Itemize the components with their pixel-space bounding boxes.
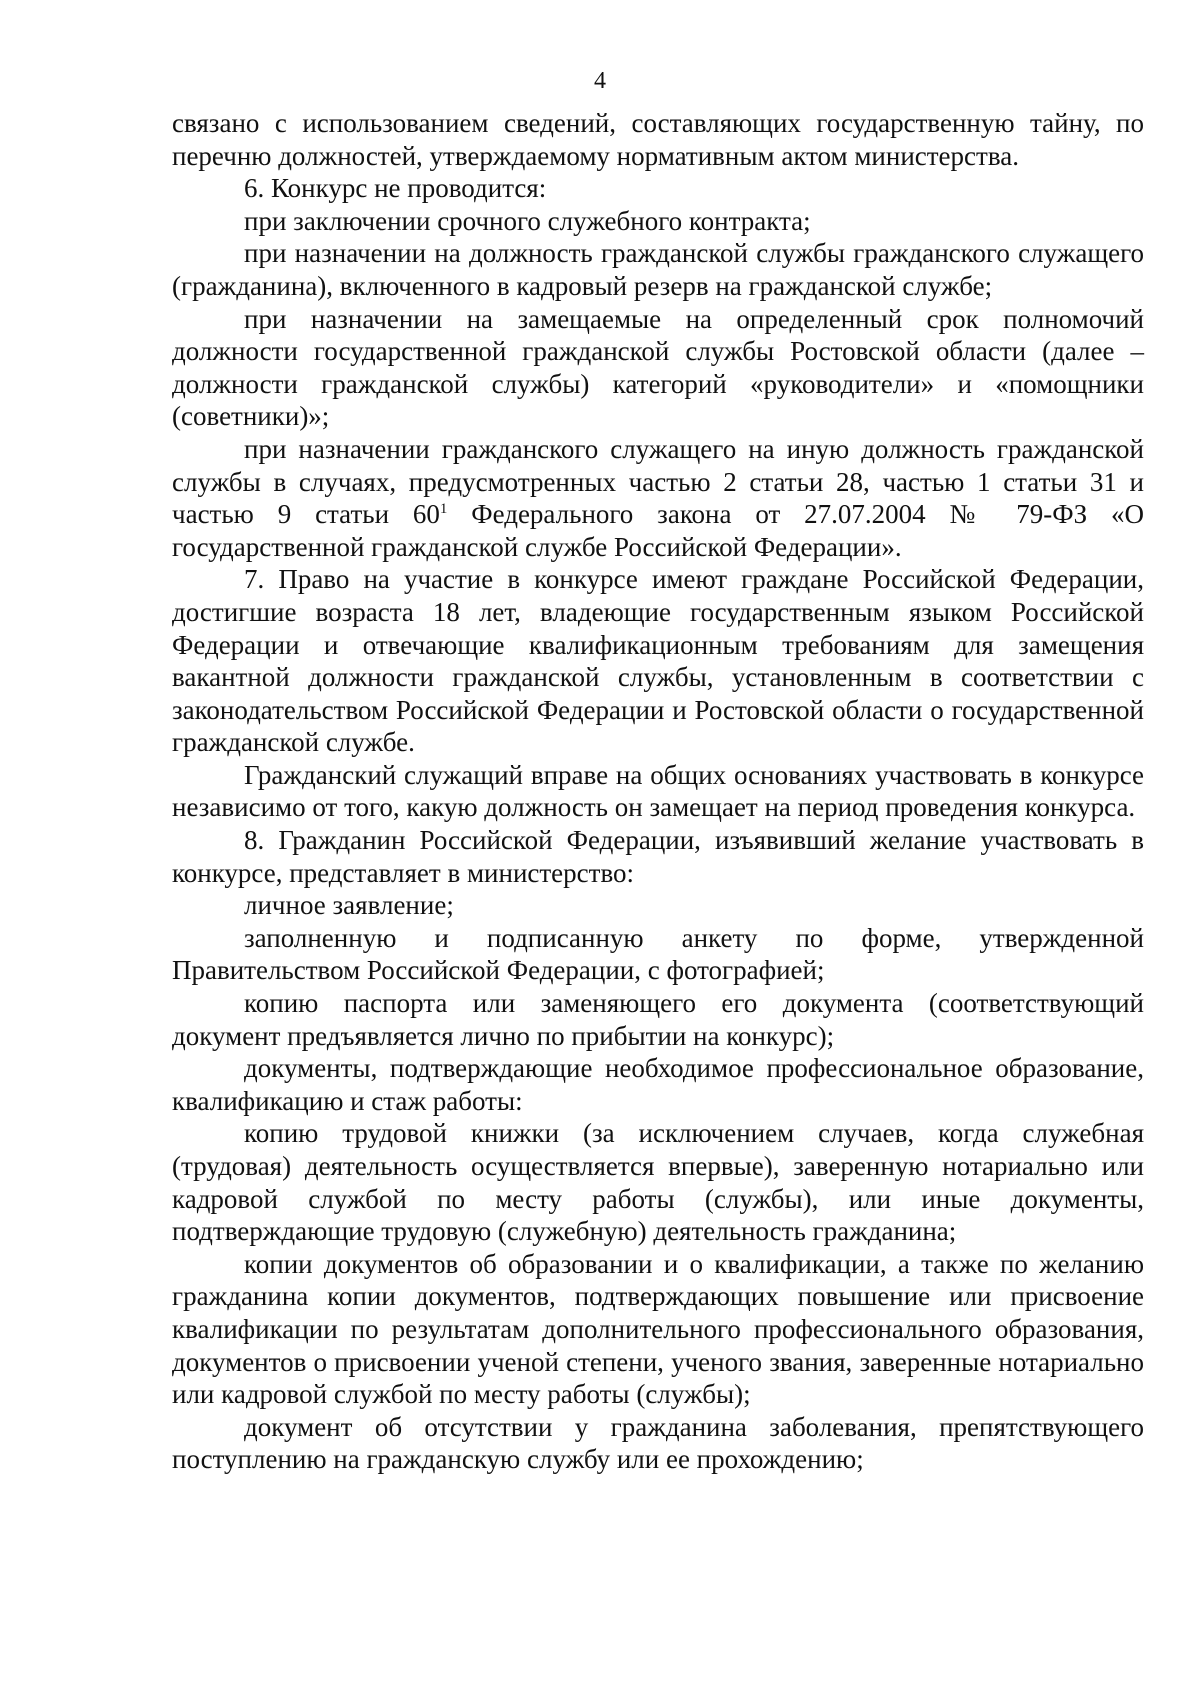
list-item: заполненную и подписанную анкету по форме, утвержденной Правительством Российской Федерации, с фотографией;: [172, 922, 1144, 986]
list-item: копию паспорта или заменяющего его документа (соответствующий документ предъявляется лично по прибытии на конкурс);: [172, 988, 1144, 1051]
paragraph-text: при назначении гражданского служащего на иную должность гражданской службы в случаях, предусмотренных частью 2 статьи 28, частью 1 статьи 31 и частью 9 статьи 60: [172, 433, 1144, 530]
paragraph: Гражданский служащий вправе на общих основаниях участвовать в конкурсе независимо от того, какую должность он замещает на период проведения конкурса.: [172, 759, 1144, 823]
paragraph-with-footnote-ref: [172, 433, 1144, 563]
paragraph: при назначении на замещаемые на определенный срок полномочий должности государственной гражданской службы Ростовской области (далее – должности гражданской службы) категорий «руководители» и «помощники (советники)»;: [172, 303, 1144, 432]
paragraph-item-7: 7. Право на участие в конкурсе имеют граждане Российской Федерации, достигшие возраста 18 лет, владеющие государственным языком Российской Федерации и отвечающие квалификационным требованиям для замещения вакантной должности гражданской службы, установленным в соответствии с законодательством Российской Федерации и Ростовской области о государственной гражданской службе.: [172, 564, 1144, 758]
list-item: документ об отсутствии у гражданина заболевания, препятствующего поступлению на гражданскую службу или ее прохождению;: [172, 1411, 1144, 1475]
paragraph-item-6: 6. Конкурс не проводится:: [244, 173, 547, 204]
superscript-mark: 1: [439, 501, 448, 518]
document-body: [172, 107, 1144, 1476]
list-item: копию трудовой книжки (за исключением случаев, когда служебная (трудовая) деятельность осуществляется впервые), заверенную нотариально или кадровой службой по месту работы (службы), или иные документы, подтверждающие трудовую (служебную) деятельность гражданина;: [172, 1118, 1144, 1247]
paragraph: при назначении на должность гражданской службы гражданского служащего (гражданина), включенного в кадровый резерв на гражданской службе;: [172, 238, 1144, 301]
page-number: 4: [594, 68, 606, 94]
paragraph-text: Федерального закона от 27.07.2004 № 79-ФЗ «О государственной гражданской службе Российской Федерации».: [172, 499, 1144, 562]
paragraph-item-8: 8. Гражданин Российской Федерации, изъявивший желание участвовать в конкурсе, представляет в министерство:: [172, 825, 1144, 888]
paragraph-continuation: связано с использованием сведений, составляющих государственную тайну, по перечню должностей, утверждаемому нормативным актом министерства.: [172, 108, 1144, 171]
list-item: документы, подтверждающие необходимое профессиональное образование, квалификацию и стаж работы:: [172, 1053, 1144, 1116]
list-item: личное заявление;: [244, 890, 454, 921]
paragraph: при заключении срочного служебного контракта;: [244, 205, 811, 236]
list-item: копии документов об образовании и о квалификации, а также по желанию гражданина копии документов, подтверждающих повышение или присвоение квалификации по результатам дополнительного профессионального образования, документов о присвоении ученой степени, ученого звания, заверенные нотариально или кадровой службой по месту работы (службы);: [172, 1248, 1144, 1410]
